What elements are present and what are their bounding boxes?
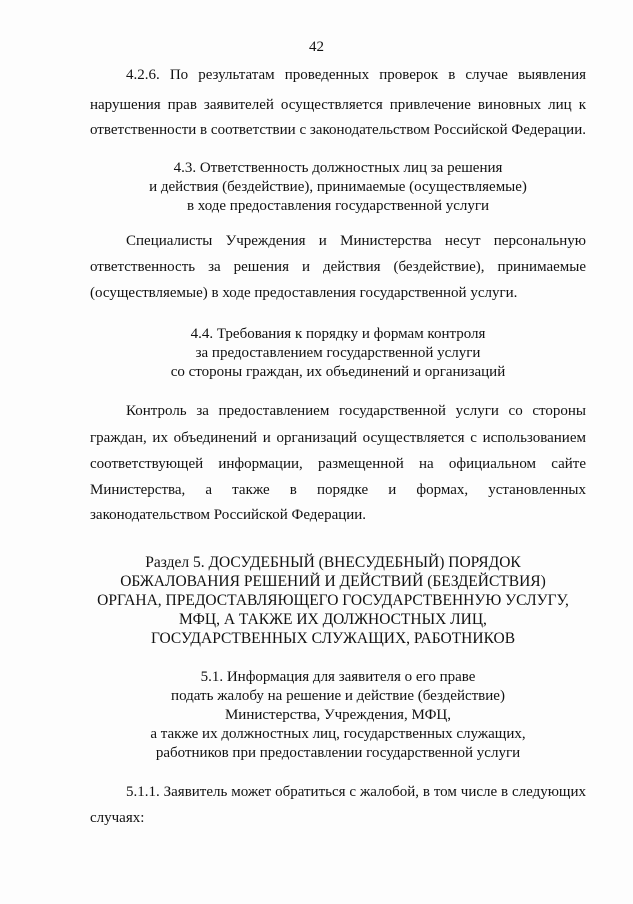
paragraph-line: 5.1.1. Заявитель может обратиться с жалобой, в том числе в следующих <box>126 784 586 800</box>
paragraph-line: Министерства, а также в порядке и формах, установленных <box>90 482 586 498</box>
heading-line: 5.1. Информация для заявителя о его праве <box>200 669 476 685</box>
section-heading-line: ГОСУДАРСТВЕННЫХ СЛУЖАЩИХ, РАБОТНИКОВ <box>150 630 516 647</box>
paragraph-line: ответственности в соответствии с законодательством Российской Федерации. <box>90 122 586 138</box>
page-number: 42 <box>309 39 324 55</box>
paragraph-line: Специалисты Учреждения и Министерства несут персональную <box>126 233 586 249</box>
heading-line: 4.4. Требования к порядку и формам контроля <box>190 326 486 342</box>
paragraph-line: (осуществляемые) в ходе предоставления государственной услуги. <box>90 285 518 301</box>
section-heading-line: Раздел 5. ДОСУДЕБНЫЙ (ВНЕСУДЕБНЫЙ) ПОРЯДОК <box>145 554 521 571</box>
paragraph-line: соответствующей информации, размещенной на официальном сайте <box>90 456 586 472</box>
section-heading-line: ОРГАНА, ПРЕДОСТАВЛЯЮЩЕГО ГОСУДАРСТВЕННУЮ УСЛУГУ, <box>97 592 569 609</box>
paragraph-line: нарушения прав заявителей осуществляется привлечение виновных лиц к <box>90 97 586 113</box>
heading-line: в ходе предоставления государственной услуги <box>186 198 490 214</box>
paragraph-line: случаях: <box>90 810 145 826</box>
paragraph-line: Контроль за предоставлением государственной услуги со стороны <box>126 403 586 419</box>
heading-line: 4.3. Ответственность должностных лиц за решения <box>173 160 503 176</box>
heading-line: со стороны граждан, их объединений и организаций <box>170 364 506 380</box>
section-heading-line: МФЦ, А ТАКЖЕ ИХ ДОЛЖНОСТНЫХ ЛИЦ, <box>179 611 487 628</box>
heading-line: работников при предоставлении государственной услуги <box>155 745 521 761</box>
heading-line: Министерства, Учреждения, МФЦ, <box>224 707 452 723</box>
heading-line: за предоставлением государственной услуги <box>195 345 481 361</box>
heading-line: и действия (бездействие), принимаемые (осуществляемые) <box>149 179 527 195</box>
section-heading-line: ОБЖАЛОВАНИЯ РЕШЕНИЙ И ДЕЙСТВИЙ (БЕЗДЕЙСТВИЯ) <box>120 573 546 590</box>
paragraph-line: законодательством Российской Федерации. <box>90 507 367 523</box>
heading-line: а также их должностных лиц, государственных служащих, <box>150 726 526 742</box>
paragraph-line: граждан, их объединений и организаций осуществляется с использованием <box>90 430 586 446</box>
paragraph-line: 4.2.6. По результатам проведенных проверок в случае выявления <box>126 67 586 83</box>
paragraph-line: ответственность за решения и действия (бездействие), принимаемые <box>90 259 586 275</box>
heading-line: подать жалобу на решение и действие (бездействие) <box>171 688 505 704</box>
